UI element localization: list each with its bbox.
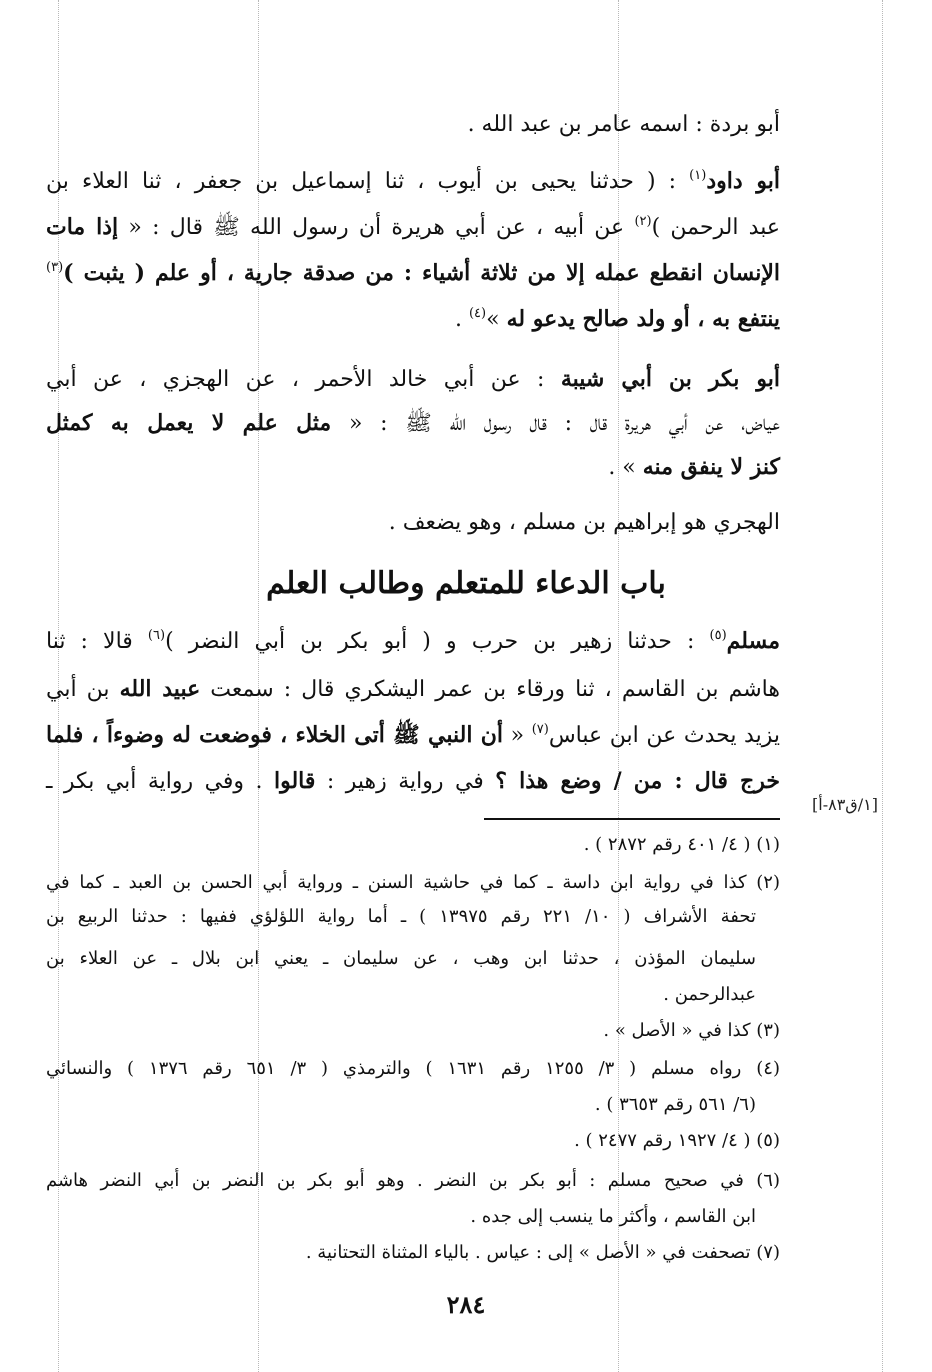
footnote-continuation: ابن القاسم ، وأكثر ما ينسب إلى جده . — [470, 1206, 756, 1227]
margin-manuscript-ref: [١/ق٨٣-أ] — [812, 795, 878, 814]
footnote-continuation: تحفة الأشراف ( ١٠/ ٢٢١ رقم ١٣٩٧٥ ) ـ أما رواية اللؤلؤي ففيها : حدثنا الربيع بن — [46, 906, 756, 927]
footnote-ref: (٦) — [147, 628, 166, 643]
footnote-continuation: (٦/ ٥٦١ رقم ٣٦٥٣ ) . — [594, 1094, 756, 1115]
footnote-separator — [484, 818, 780, 820]
text-line: كنز لا ينفق منه » . — [608, 454, 780, 480]
scan-guide-line — [882, 0, 883, 1372]
footnote: (٣) كذا في « الأصل » . — [603, 1020, 780, 1041]
footnote-ref: (٤) — [468, 306, 487, 321]
footnote: (٦) في صحيح مسلم : أبو بكر بن النضر . وهو أبو بكر بن النضر بن أبي النضر هاشم — [46, 1170, 780, 1191]
footnote: (٢) كذا في رواية ابن داسة ـ كما في حاشية السنن ـ ورواية أبي الحسن بن العبد ـ كما في — [46, 872, 780, 893]
footnote-ref: (١) — [689, 168, 707, 183]
text-line: يزيد يحدث عن ابن عباس$^{(٧)}$ « أن النبي ﷺ أتى الخلاء ، فوضعت له وضوءاً ، فلما — [46, 722, 780, 748]
page-number: ٢٨٤ — [446, 1290, 486, 1319]
footnote: (١) ( ٤/ ٤٠١ رقم ٢٨٧٢ ) . — [583, 834, 780, 855]
text-line: أبو بكر بن أبي شيبة : عن أبي خالد الأحمر ، عن الهجزي ، عن أبي — [46, 366, 780, 392]
footnote-ref: (٢) — [634, 214, 652, 229]
footnote: (٥) ( ٤/ ١٩٢٧ رقم ٢٤٧٧ ) . — [574, 1130, 780, 1151]
footnote-ref: (٧) — [531, 722, 549, 737]
footnote: (٤) رواه مسلم ( ٣/ ١٢٥٥ رقم ١٦٣١ ) والترمذي ( ٣/ ٦٥١ رقم ١٣٧٦ ) والنسائي — [46, 1058, 780, 1079]
text-line: ينتفع به ، أو ولد صالح يدعو له »$^{(٤)}$ . — [454, 306, 780, 332]
text-line: الإنسان انقطع عمله إلا من ثلاثة أشياء : من صدقة جارية ، أو علم ( يثبت )$^{(٣)}$ — [46, 260, 780, 286]
section-heading: باب الدعاء للمتعلم وطالب العلم — [266, 566, 666, 601]
text-line: الهجري هو إبراهيم بن مسلم ، وهو يضعف . — [388, 510, 780, 535]
text-line: خرج قال : من / وضع هذا ؟ في رواية زهير : قالوا . وفي رواية أبي بكر ـ — [46, 768, 780, 794]
footnote-continuation: عبدالرحمن . — [663, 984, 756, 1005]
footnote-ref: (٣) — [46, 260, 64, 275]
text-line: عياض، عن أبي هريرة قال : قال رسول الله ﷺ : « مثل علم لا يعمل به كمثل — [46, 410, 780, 436]
text-line: أبو بردة : اسمه عامر بن عبد الله . — [467, 112, 780, 137]
text-line: أبو داود$^{(١)}$ : ( حدثنا يحيى بن أيوب ، ثنا إسماعيل بن جعفر ، ثنا العلاء بن — [46, 168, 781, 194]
text-line: عبد الرحمن )$^{(٢)}$ عن أبيه ، عن أبي هريرة أن رسول الله ﷺ قال : « إذا مات — [46, 214, 780, 240]
footnote-ref: (٥) — [709, 628, 727, 643]
footnote: (٧) تصحفت في « الأصل » إلى : عياس . بالياء المثناة التحتانية . — [305, 1242, 780, 1263]
footnote-continuation: سليمان المؤذن ، حدثنا ابن وهب ، عن سليمان ـ يعني ابن بلال ـ عن العلاء بن — [46, 948, 756, 969]
text-line: هاشم بن القاسم ، ثنا ورقاء بن عمر اليشكري قال : سمعت عبيد الله بن أبي — [46, 676, 780, 702]
text-line: مسلم$^{(٥)}$ : حدثنا زهير بن حرب و ( أبو بكر بن أبي النضر )$^{(٦)}$ قالا : ثنا — [46, 628, 780, 654]
